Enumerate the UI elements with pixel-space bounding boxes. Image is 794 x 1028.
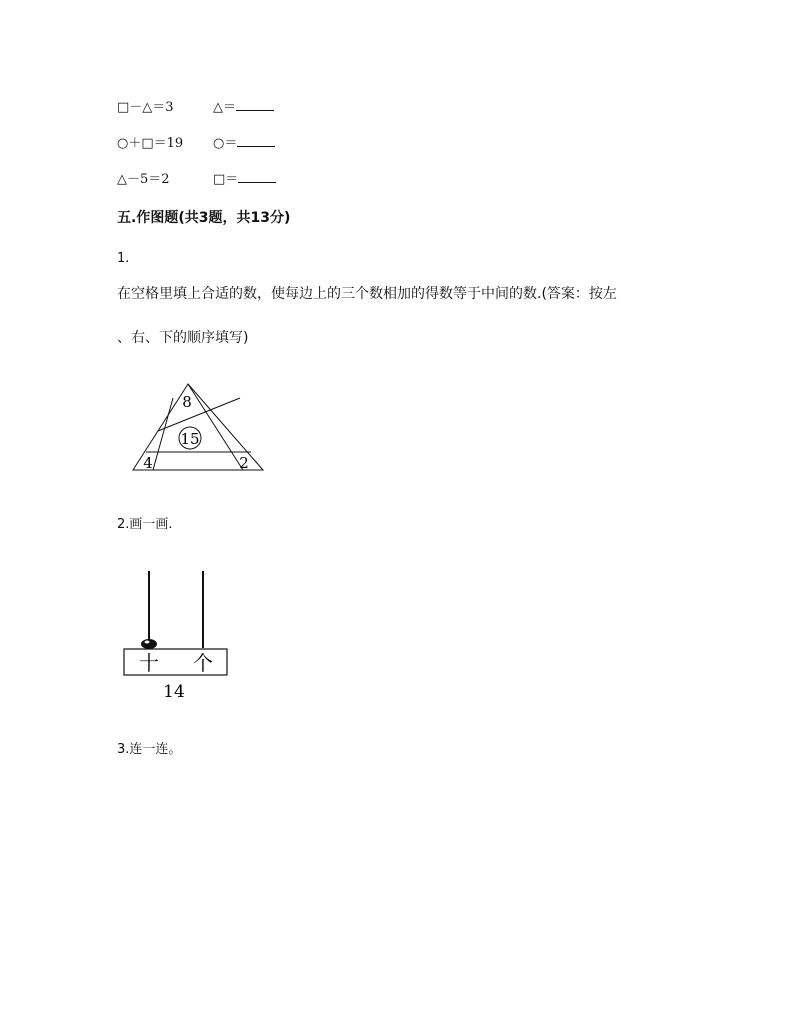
abacus-number: 14 — [163, 682, 185, 702]
answer-blank[interactable] — [237, 134, 275, 147]
answer-row-2 — [213, 132, 275, 151]
triangle-left-number: 4 — [143, 454, 153, 472]
abacus-bead — [141, 639, 157, 649]
equation-row-2 — [117, 132, 183, 151]
inner-line — [158, 398, 240, 431]
question-1-text-line-2: 、右、下的顺序填写) — [117, 330, 249, 346]
tens-label: 十 — [139, 651, 159, 675]
answer-blank[interactable] — [236, 98, 274, 111]
triangle-top-number: 8 — [182, 393, 192, 411]
answer-label: □＝ — [213, 172, 239, 187]
equation-left: □－△＝3 — [117, 100, 174, 115]
ones-label: 个 — [193, 651, 213, 675]
number-triangle-figure — [128, 378, 268, 476]
inner-line — [188, 384, 243, 470]
question-3-label: 3.连一连。 — [117, 742, 182, 757]
triangle-center-number: 15 — [180, 430, 200, 448]
question-2-label: 2.画一画. — [117, 517, 173, 532]
question-1-number: 1. — [117, 251, 130, 266]
answer-blank[interactable] — [238, 170, 276, 183]
section-title: 五.作图题(共3题，共13分) — [117, 210, 291, 226]
answer-row-3 — [213, 168, 276, 187]
answer-label: △＝ — [213, 100, 236, 115]
answer-row-1 — [213, 96, 274, 115]
question-1-text-line-1: 在空格里填上合适的数，使每边上的三个数相加的得数等于中间的数.(答案：按左 — [117, 286, 617, 302]
equation-row-1 — [117, 96, 174, 115]
abacus-figure — [118, 566, 233, 702]
equation-row-3 — [117, 168, 170, 187]
bead-highlight — [145, 641, 150, 644]
answer-label: ○＝ — [213, 136, 238, 151]
triangle-right-number: 2 — [239, 454, 249, 472]
equation-left: ○＋□＝19 — [117, 136, 184, 151]
equation-left: △－5＝2 — [117, 172, 170, 187]
